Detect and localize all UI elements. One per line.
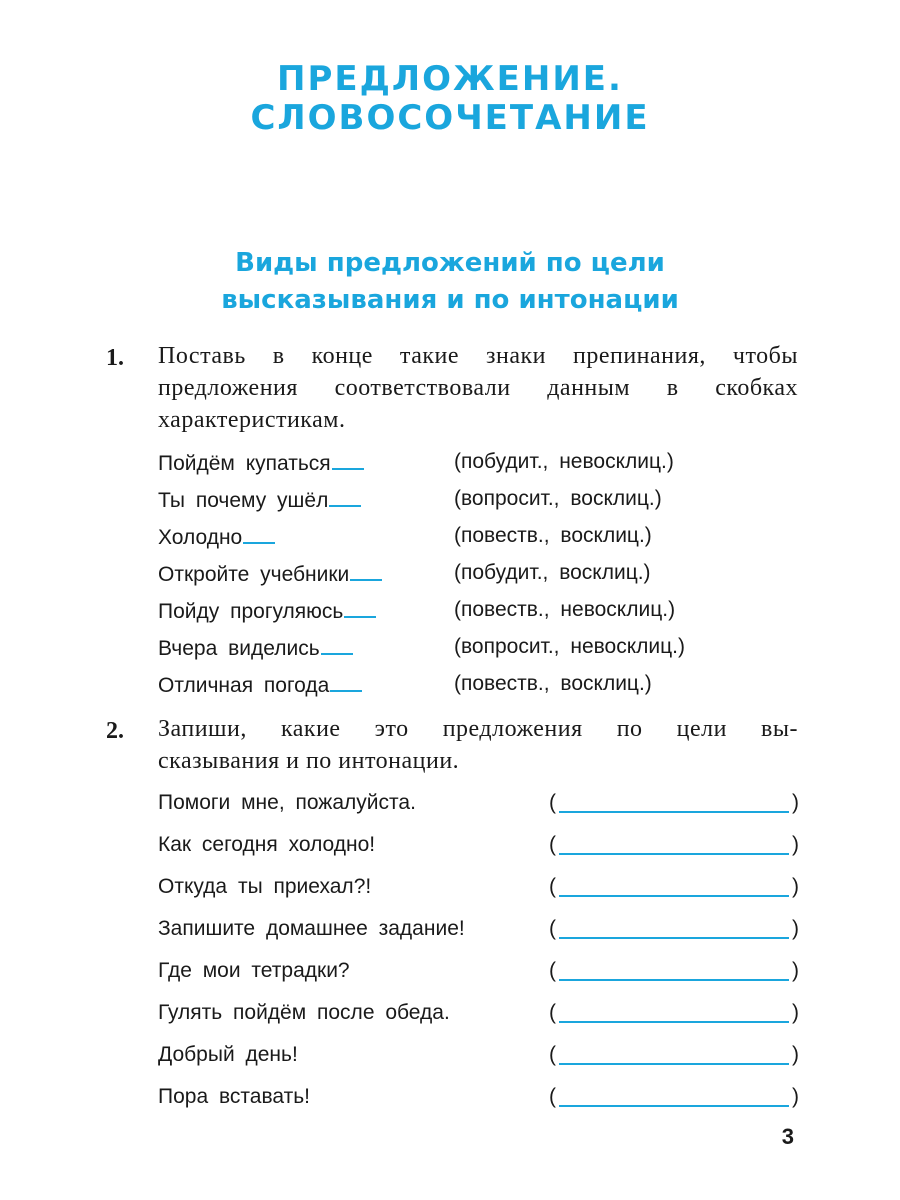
task-1-characteristic: (повеств., восклиц.) (454, 672, 652, 695)
answer-line[interactable] (559, 1021, 789, 1023)
answer-field[interactable]: ( ) (549, 917, 799, 940)
answer-field[interactable]: ( ) (549, 833, 799, 856)
task-2-instruction-line-2: сказывания и по интонации. (158, 748, 460, 774)
punctuation-blank[interactable] (321, 633, 353, 655)
answer-field[interactable]: ( ) (549, 791, 799, 814)
task-1-row (158, 448, 364, 476)
task-2-sentence: Гулять пойдём после обеда. (158, 1001, 450, 1024)
answer-line[interactable] (559, 811, 789, 813)
task-1-row (158, 485, 361, 513)
task-1-number: 1. (106, 345, 124, 371)
task-1-instruction-line-3: характеристикам. (158, 407, 346, 433)
answer-line[interactable] (559, 937, 789, 939)
task-1-row (158, 522, 275, 550)
task-2-sentence: Как сегодня холодно! (158, 833, 376, 856)
task-1-characteristic: (вопросит., восклиц.) (454, 487, 662, 510)
task-1-sentence: Пойду прогуляюсь (158, 600, 344, 623)
task-1-characteristic: (побудит., восклиц.) (454, 561, 651, 584)
task-1-sentence: Вчера виделись (158, 637, 320, 660)
task-1-characteristic: (повеств., невосклиц.) (454, 598, 676, 621)
task-1-instruction-line-2: предложения соответствовали данным в скобках (158, 375, 798, 401)
task-1-sentence: Холодно (158, 526, 243, 549)
answer-line[interactable] (559, 1063, 789, 1065)
punctuation-blank[interactable] (344, 596, 376, 618)
answer-field[interactable]: ( ) (549, 875, 799, 898)
task-2-sentence: Где мои тетрадки? (158, 959, 350, 982)
punctuation-blank[interactable] (243, 522, 275, 544)
answer-line[interactable] (559, 853, 789, 855)
task-2-sentence: Запишите домашнее задание! (158, 917, 465, 940)
task-1-characteristic: (вопросит., невосклиц.) (454, 635, 685, 658)
task-1-sentence: Отличная погода (158, 674, 330, 697)
page-title-line-2: СЛОВОСОЧЕТАНИЕ (250, 98, 650, 138)
task-1-characteristic: (повеств., восклиц.) (454, 524, 652, 547)
task-2-instruction-line-1: Запиши, какие это предложения по цели вы- (158, 716, 798, 742)
punctuation-blank[interactable] (332, 448, 364, 470)
task-1-row (158, 559, 382, 587)
answer-line[interactable] (559, 895, 789, 897)
punctuation-blank[interactable] (329, 485, 361, 507)
answer-line[interactable] (559, 1105, 789, 1107)
task-1-instruction-line-1: Поставь в конце такие знаки препинания, чтобы (158, 343, 798, 369)
answer-line[interactable] (559, 979, 789, 981)
section-subtitle-line-2: высказывания и по интонации (221, 285, 679, 315)
answer-field[interactable]: ( ) (549, 1001, 799, 1024)
answer-field[interactable]: ( ) (549, 1043, 799, 1066)
task-1-sentence: Откройте учебники (158, 563, 350, 586)
task-2-sentence: Пора вставать! (158, 1085, 310, 1108)
task-1-sentence: Пойдём купаться (158, 452, 331, 475)
task-1-sentence: Ты почему ушёл (158, 489, 329, 512)
task-2-number: 2. (106, 718, 124, 744)
section-subtitle-line-1: Виды предложений по цели (235, 248, 665, 278)
task-1-characteristic: (побудит., невосклиц.) (454, 450, 674, 473)
task-2-sentence: Добрый день! (158, 1043, 298, 1066)
punctuation-blank[interactable] (330, 670, 362, 692)
task-1-row (158, 670, 362, 698)
task-1-row (158, 633, 353, 661)
task-1-row (158, 596, 376, 624)
task-2-sentence: Помоги мне, пожалуйста. (158, 791, 416, 814)
task-2-sentence: Откуда ты приехал?! (158, 875, 372, 898)
page-number: 3 (781, 1124, 794, 1149)
answer-field[interactable]: ( ) (549, 959, 799, 982)
answer-field[interactable]: ( ) (549, 1085, 799, 1108)
punctuation-blank[interactable] (350, 559, 382, 581)
page-title-line-1: ПРЕДЛОЖЕНИЕ. (277, 59, 623, 99)
